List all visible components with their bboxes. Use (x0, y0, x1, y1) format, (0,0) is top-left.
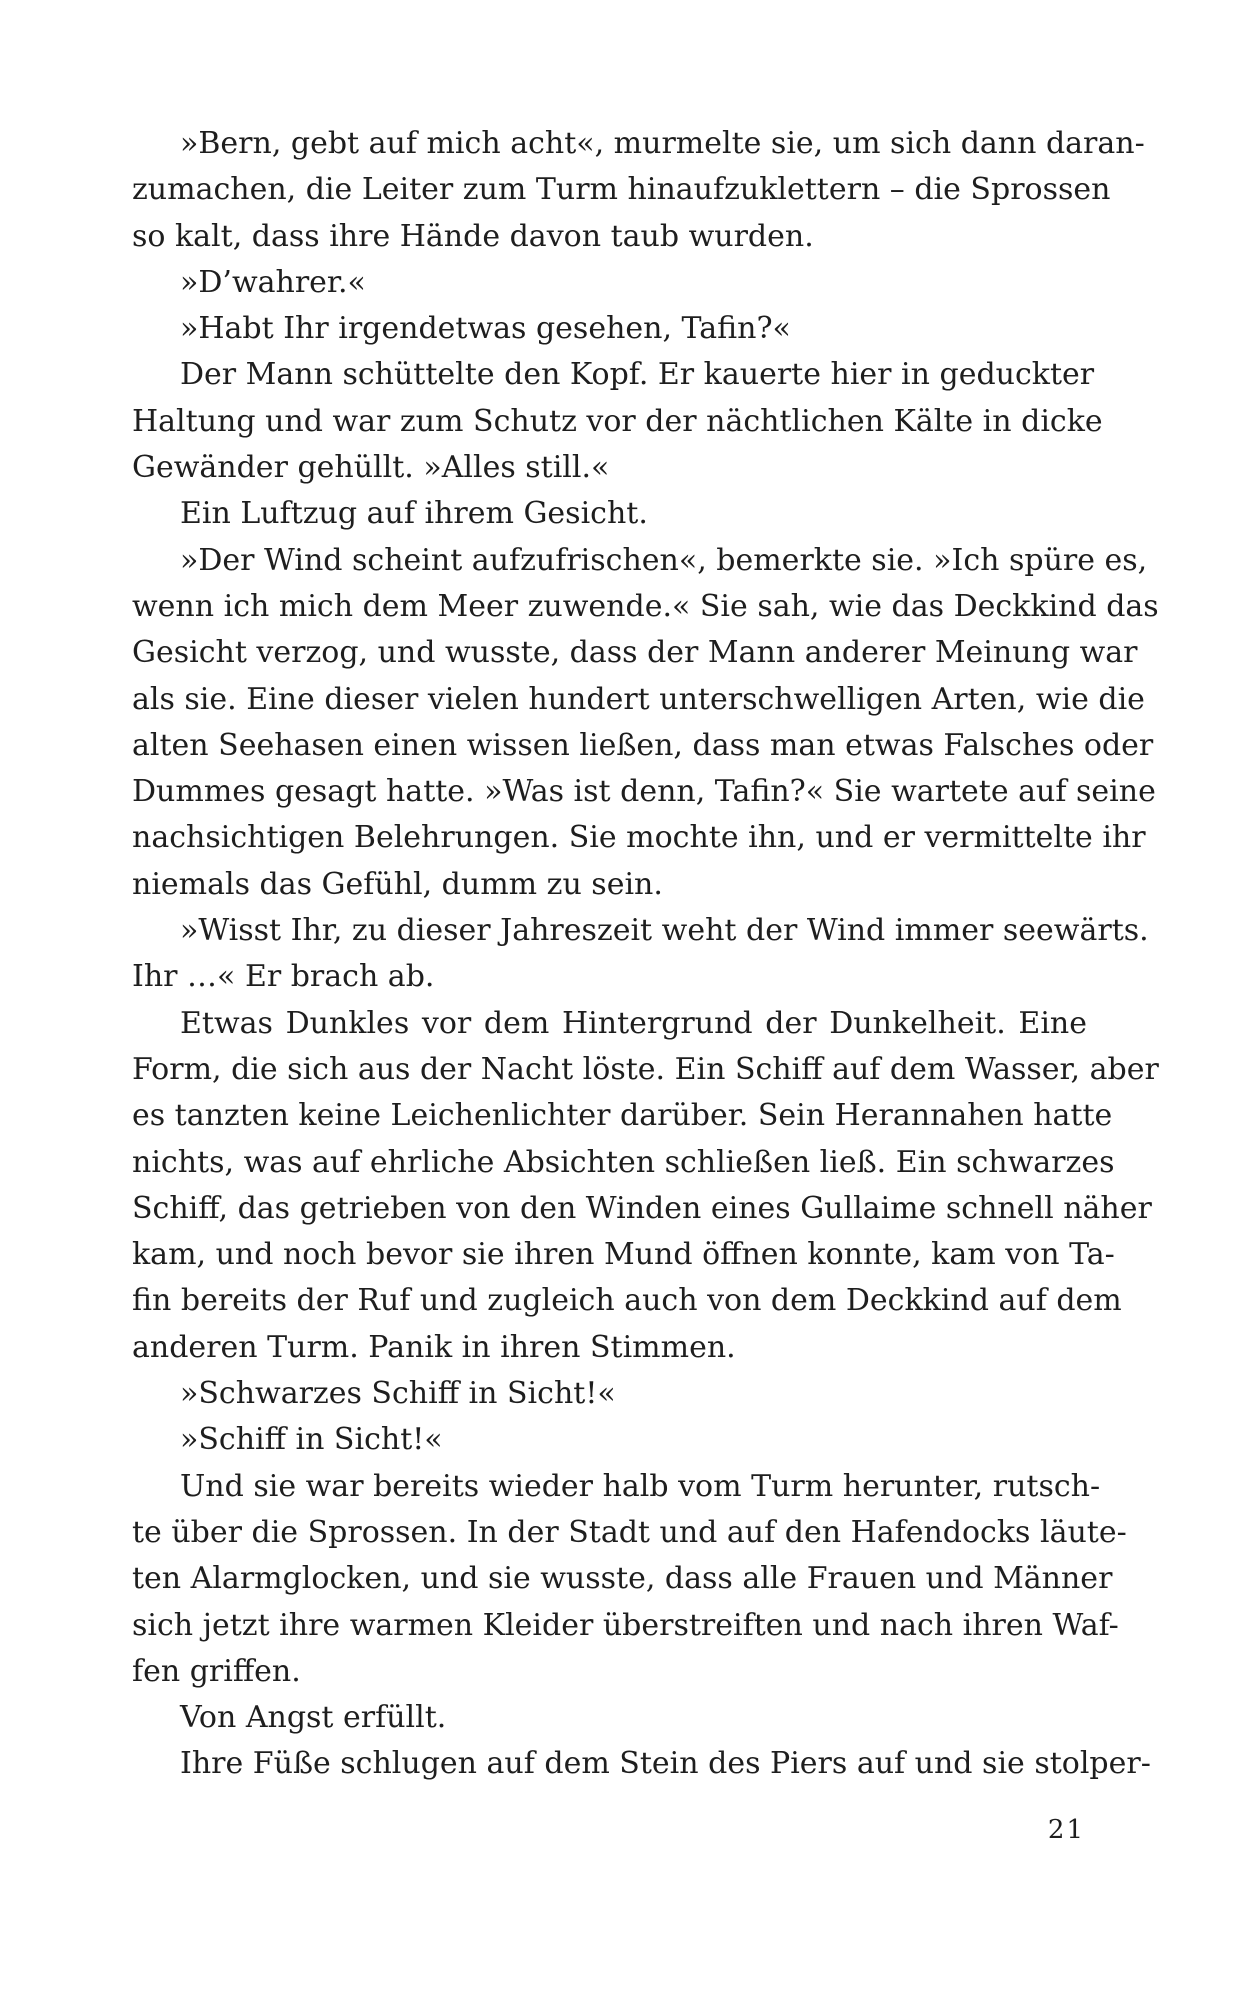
text-line: »Wisst Ihr, zu dieser Jahreszeit weht der Wind immer seewärts. (180, 913, 1149, 949)
text-line: kam, und noch bevor sie ihren Mund öffnen konnte, kam von Ta- (132, 1237, 1115, 1273)
page-number: 21 (1047, 1815, 1085, 1845)
text-line: Von Angst erfüllt. (180, 1700, 447, 1736)
text-line: Schiff, das getrieben von den Winden eines Gullaime schnell näher (132, 1190, 1152, 1226)
text-line: »Bern, gebt auf mich acht«, murmelte sie, um sich dann daran- (180, 126, 1145, 161)
text-line: fen griffen. (132, 1653, 301, 1689)
text-line: Ihre Füße schlugen auf dem Stein des Piers auf und sie stolper- (180, 1746, 1151, 1782)
text-line: anderen Turm. Panik in ihren Stimmen. (132, 1329, 736, 1365)
text-line: sich jetzt ihre warmen Kleider überstreiften und nach ihren Waf- (132, 1607, 1119, 1643)
text-line: Der Mann schüttelte den Kopf. Er kauerte hier in geduckter (180, 357, 1095, 393)
text-line: Etwas Dunkles vor dem Hintergrund der Dunkelheit. Eine (180, 1005, 1087, 1041)
text-line: es tanzten keine Leichenlichter darüber. Sein Herannahen hatte (132, 1098, 1113, 1134)
text-line: »Schiff in Sicht!« (180, 1422, 443, 1458)
text-line: ten Alarmglocken, und sie wusste, dass alle Frauen und Männer (132, 1561, 1113, 1597)
text-line: Dummes gesagt hatte. »Was ist denn, Tafin?« Sie wartete auf seine (132, 774, 1156, 810)
text-line: alten Seehasen einen wissen ließen, dass man etwas Falsches oder (132, 727, 1154, 763)
text-line: Haltung und war zum Schutz vor der nächtlichen Kälte in dicke (132, 403, 1103, 439)
text-line: niemals das Gefühl, dumm zu sein. (132, 866, 663, 902)
text-line: »D’wahrer.« (180, 264, 366, 300)
text-line: te über die Sprossen. In der Stadt und auf den Hafendocks läute- (132, 1514, 1127, 1550)
text-line: Ihr …« Er brach ab. (132, 959, 435, 995)
text-line: »Schwarzes Schiff in Sicht!« (180, 1376, 616, 1412)
text-line: »Habt Ihr irgendetwas gesehen, Tafin?« (180, 311, 791, 347)
text-line: nachsichtigen Belehrungen. Sie mochte ihn, und er vermittelte ihr (132, 820, 1146, 856)
text-line: Ein Luftzug auf ihrem Gesicht. (180, 496, 648, 532)
text-line: »Der Wind scheint aufzufrischen«, bemerkte sie. »Ich spüre es, (180, 542, 1148, 578)
text-line: zumachen, die Leiter zum Turm hinaufzuklettern – die Sprossen (132, 172, 1111, 208)
text-line: Form, die sich aus der Nacht löste. Ein Schiff auf dem Wasser, aber (132, 1051, 1159, 1087)
text-line: Und sie war bereits wieder halb vom Turm herunter, rutsch- (180, 1468, 1101, 1504)
text-line: nichts, was auf ehrliche Absichten schließen ließ. Ein schwarzes (132, 1144, 1115, 1180)
body-text (132, 121, 1159, 1788)
text-line: so kalt, dass ihre Hände davon taub wurden. (132, 218, 814, 254)
text-line: Gesicht verzog, und wusste, dass der Mann anderer Meinung war (132, 635, 1138, 671)
text-line: fin bereits der Ruf und zugleich auch von dem Deckkind auf dem (132, 1283, 1122, 1319)
text-line: Gewänder gehüllt. »Alles still.« (132, 450, 610, 486)
text-line: wenn ich mich dem Meer zuwende.« Sie sah, wie das Deckkind das (132, 588, 1159, 624)
text-line: als sie. Eine dieser vielen hundert unterschwelligen Arten, wie die (132, 681, 1145, 717)
